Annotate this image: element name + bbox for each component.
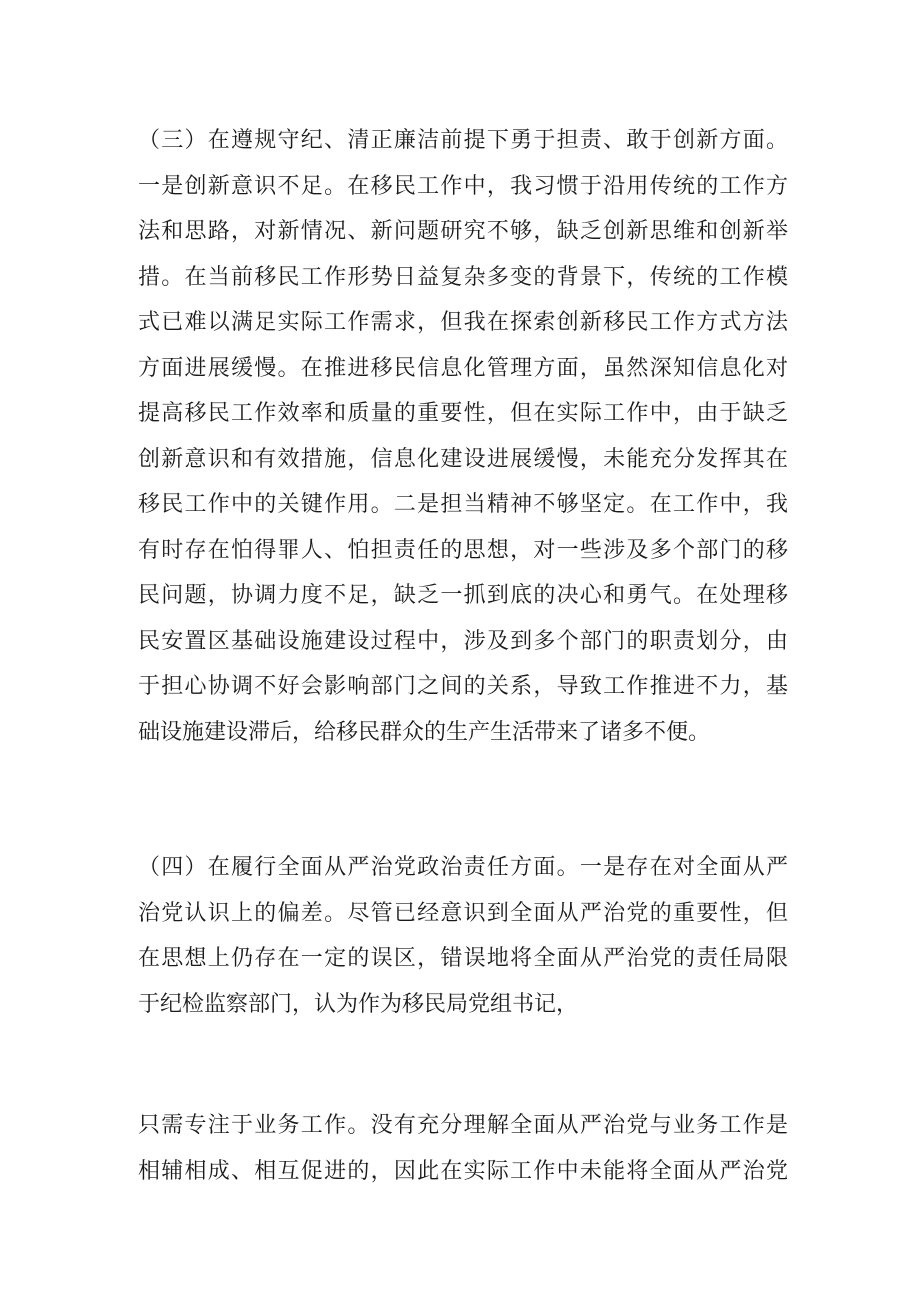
text-line: 民问题，协调力度不足，缺乏一抓到底的决心和勇气。在处理移 xyxy=(138,583,788,608)
text-line: 础设施建设滞后，给移民群众的生产生活带来了诸多不便。 xyxy=(138,719,711,745)
text-line: 一是创新意识不足。在移民工作中，我习惯于沿用传统的工作方 xyxy=(138,173,788,199)
text-line: 措。在当前移民工作形势日益复杂多变的背景下，传统的工作模 xyxy=(138,264,788,290)
text-line: 方面进展缓慢。在推进移民信息化管理方面，虽然深知信息化对 xyxy=(138,355,788,381)
text-line: 民安置区基础设施建设过程中，涉及到多个部门的职责划分，由 xyxy=(138,628,788,654)
text-line: 只需专注于业务工作。没有充分理解全面从严治党与业务工作是 xyxy=(138,1113,788,1138)
text-line: 移民工作中的关键作用。二是担当精神不够坚定。在工作中，我 xyxy=(138,492,788,517)
paragraph-continuation xyxy=(138,1103,788,1194)
text-line: 在思想上仍存在一定的误区，错误地将全面从严治党的责任局限 xyxy=(138,946,788,971)
text-line: 相辅相成、相互促进的，因此在实际工作中未能将全面从严治党 xyxy=(138,1158,788,1184)
text-line: 于担心协调不好会影响部门之间的关系，导致工作推进不力，基 xyxy=(138,674,788,699)
text-line: （四）在履行全面从严治党政治责任方面。一是存在对全面从严 xyxy=(138,855,788,880)
paragraph-section-four xyxy=(138,845,788,1027)
text-line: 法和思路，对新情况、新问题研究不够，缺乏创新思维和创新举 xyxy=(138,219,788,244)
text-line: 创新意识和有效措施，信息化建设进展缓慢，未能充分发挥其在 xyxy=(138,446,788,472)
paragraph-section-three xyxy=(138,118,788,755)
text-line: （三）在遵规守纪、清正廉洁前提下勇于担责、敢于创新方面。 xyxy=(138,128,788,153)
text-line: 提高移民工作效率和质量的重要性，但在实际工作中，由于缺乏 xyxy=(138,401,788,426)
text-line: 治党认识上的偏差。尽管已经意识到全面从严治党的重要性，但 xyxy=(138,900,788,926)
text-line: 有时存在怕得罪人、怕担责任的思想，对一些涉及多个部门的移 xyxy=(138,537,788,563)
text-line: 于纪检监察部门，认为作为移民局党组书记， xyxy=(138,991,579,1017)
text-line: 式已难以满足实际工作需求，但我在探索创新移民工作方式方法 xyxy=(138,310,788,335)
